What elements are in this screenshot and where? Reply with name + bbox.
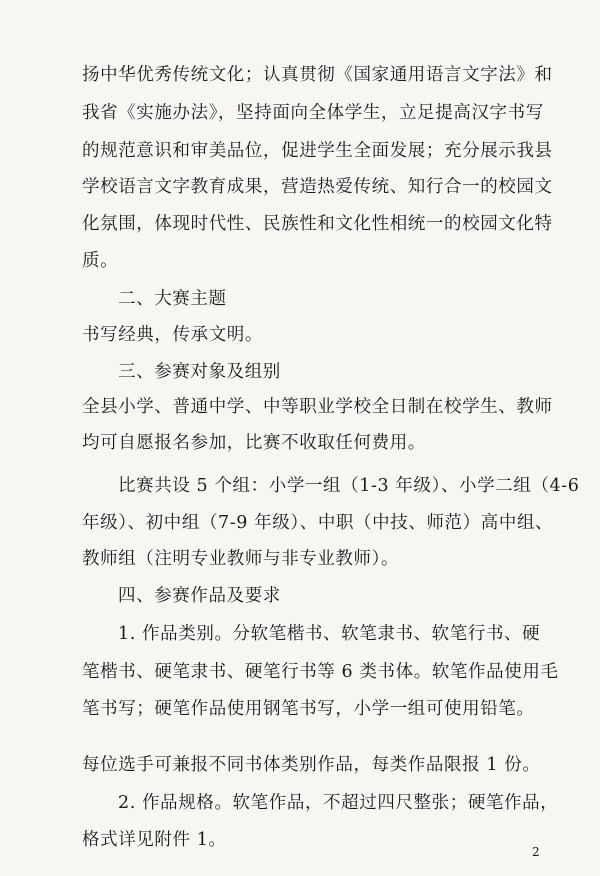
body-line: 1. 作品类别。分软笔楷书、软笔隶书、软笔行书、硬 (118, 624, 541, 644)
body-line: 化氛围，体现时代性、民族性和文化性相统一的校园文化特 (82, 214, 553, 234)
body-line: 每位选手可兼报不同书体类别作品，每类作品限报 1 份。 (82, 755, 541, 775)
body-line: 扬中华优秀传统文化；认真贯彻《国家通用语言文字法》和 (82, 65, 553, 85)
section-heading: 四、参赛作品及要求 (118, 586, 281, 606)
body-line: 全县小学、普通中学、中等职业学校全日制在校学生、教师 (82, 397, 553, 417)
body-line: 笔楷书、硬笔隶书、硬笔行书等 6 类书体。软笔作品使用毛 (82, 662, 559, 682)
body-line: 教师组（注明专业教师与非专业教师）。 (82, 549, 400, 569)
body-line: 笔书写；硬笔作品使用钢笔书写，小学一组可使用铅笔。 (82, 699, 535, 719)
body-line: 质。 (82, 251, 119, 271)
body-line: 均可自愿报名参加，比赛不收取任何费用。 (82, 433, 426, 453)
section-heading: 三、参赛对象及组别 (118, 362, 281, 382)
body-line: 2. 作品规格。软笔作品，不超过四尺整张；硬笔作品， (118, 793, 559, 813)
body-line: 的规范意识和审美品位，促进学生全面发展；充分展示我县 (82, 141, 553, 161)
body-line: 格式详见附件 1。 (82, 830, 227, 850)
body-line: 比赛共设 5 个组：小学一组（1-3 年级）、小学二组（4-6 (118, 476, 580, 496)
section-heading: 二、大赛主题 (118, 289, 227, 309)
body-line: 我省《实施办法》，坚持面向全体学生，立足提高汉字书写 (82, 103, 544, 123)
body-line: 学校语言文字教育成果，营造热爱传统、知行合一的校园文 (82, 177, 553, 197)
page-number: 2 (532, 845, 540, 859)
body-line: 年级）、初中组（7-9 年级）、中职（中技、师范）高中组、 (82, 513, 554, 533)
body-line: 书写经典，传承文明。 (82, 325, 263, 345)
